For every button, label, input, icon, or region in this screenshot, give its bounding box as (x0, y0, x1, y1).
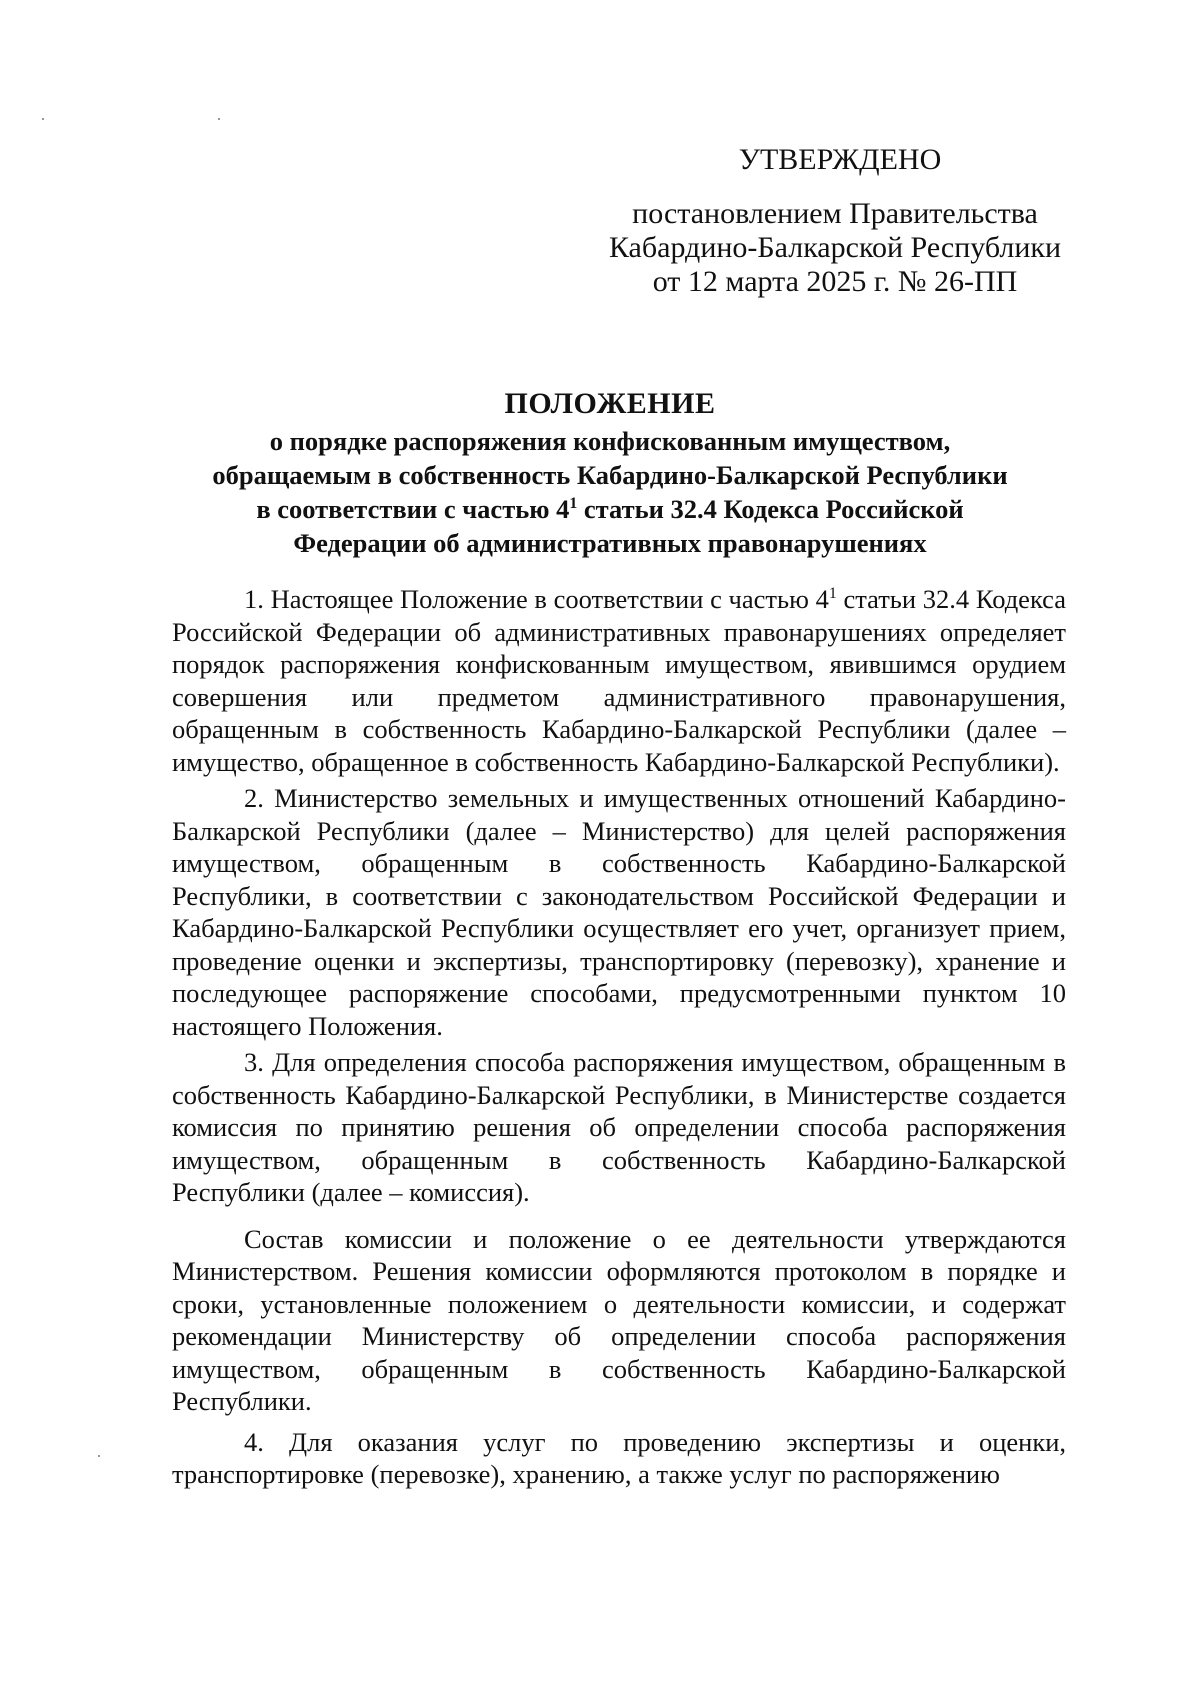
scan-speck (98, 1455, 100, 1457)
heading-superscript: 1 (569, 495, 578, 513)
approval-title: УТВЕРЖДЕНО (738, 143, 942, 176)
heading-line-3 (160, 492, 1060, 526)
heading-line-3-start: в соответствии с частью 4 (256, 494, 570, 524)
paragraph-3: 3. Для определения способа распоряжения имуществом, обращенным в собственность Кабардино-Балкарской Республики, в Министерстве создается комиссия по принятию решения об определении способа распоряжения имуществом, обращенным в собственность Кабардино-Балкарской Республики (далее – комиссия). (172, 1047, 1066, 1207)
heading-line-1: о порядке распоряжения конфискованным имуществом, (269, 426, 951, 456)
document-title: ПОЛОЖЕНИЕ (504, 387, 716, 420)
paragraph-4: 4. Для оказания услуг по проведению экспертизы и оценки, транспортировке (перевозке), хранению, а также услуг по распоряжению (172, 1426, 1066, 1489)
paragraph-3-continuation: Состав комиссии и положение о ее деятельности утверждаются Министерством. Решения комиссии оформляются протоколом в порядке и сроки, установленные положением о деятельности комиссии, и содержат рекомендации Министерству об определении способа распоряжения имуществом, обращенным в собственность Кабардино-Балкарской Республики. (172, 1223, 1066, 1416)
approval-stamp (605, 143, 1065, 299)
paragraph-2: 2. Министерство земельных и имущественных отношений Кабардино-Балкарской Республики (далее – Министерство) для целей распоряжения имуществом, обращенным в собственность Кабардино-Балкарской Республики, в соответствии с законодательством Российской Федерации и Кабардино-Балкарской Республики осуществляет его учет, организует прием, проведение оценки и экспертизы, транспортировку (перевозку), хранение и последующее распоряжение способами, предусмотренными пунктом 10 настоящего Положения. (172, 783, 1066, 1041)
paragraph-1 (172, 583, 1066, 778)
paragraph-1-superscript: 1 (828, 585, 837, 603)
heading-line-4: Федерации об административных правонарушениях (293, 528, 927, 558)
document-body (172, 583, 1066, 1491)
heading-line-2: обращаемым в собственность Кабардино-Балкарской Республики (212, 460, 1008, 490)
paragraph-1-start: 1. Настоящее Положение в соответствии с частью 4 (244, 584, 829, 614)
approval-line-2: Кабардино-Балкарской Республики (608, 231, 1062, 264)
document-heading (160, 386, 1060, 560)
scan-speck (42, 118, 44, 120)
scan-speck (218, 118, 220, 120)
heading-line-3-end: статьи 32.4 Кодекса Российской (577, 494, 964, 524)
approval-line-3: от 12 марта 2025 г. № 26-ПП (652, 265, 1018, 298)
paragraph-1-rest: статьи 32.4 Кодекса Российской Федерации об административных правонарушениях определяет порядок распоряжения конфискованным имуществом, явившимся орудием совершения или предметом административного правонарушения, обращенным в собственность Кабардино-Балкарской Республики (далее – имущество, обращенное в собственность Кабардино-Балкарской Республики). (172, 584, 1067, 777)
approval-line-1: постановлением Правительства (632, 197, 1038, 230)
